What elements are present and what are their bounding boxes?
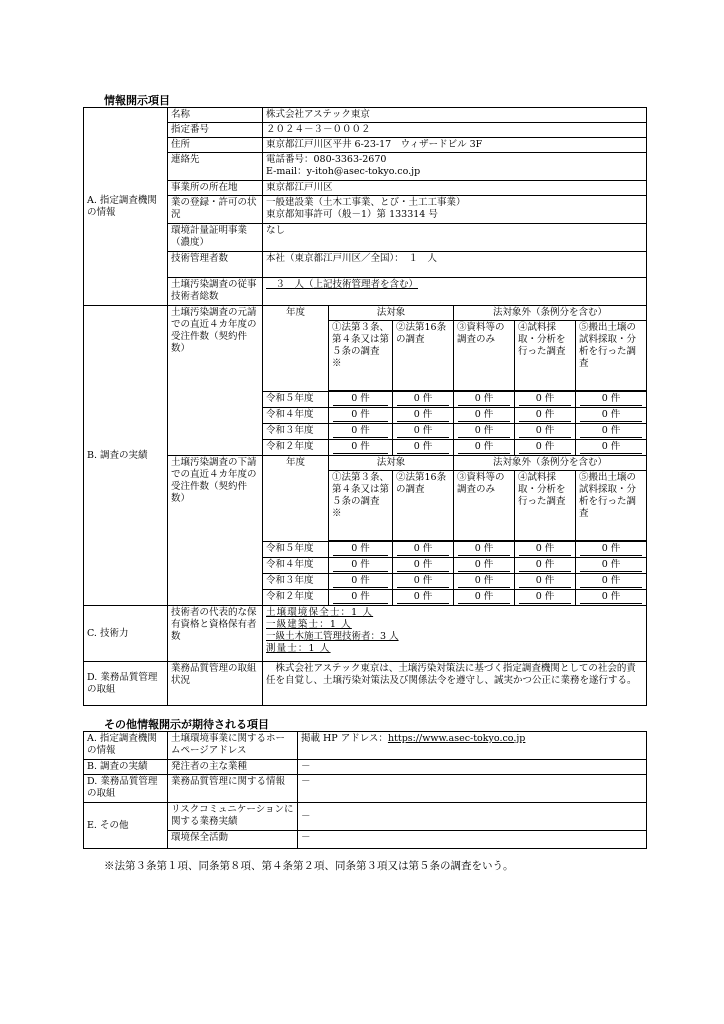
other-key: リスクコミュニケーションに関する業務実績 (168, 803, 298, 831)
hogai-header: 法対象外（条例分を含む） (454, 456, 647, 471)
count-cell: 0 件 (580, 409, 641, 422)
count-cell: 0 件 (397, 409, 449, 422)
other-key: 環境保全活動 (168, 831, 298, 849)
col-header: ①法第３条、第４条又は第５条の調査 ※ (329, 321, 393, 391)
count-cell: 0 件 (519, 409, 571, 422)
d-value: 株式会社アステック東京は、土壌汚染対策法に基づく指定調査機関としての社会的責任を自覚し、土壌汚染対策法及び関係法令を遵守し、誠実かつ公正に業務を遂行する。 (263, 662, 647, 706)
a-value: なし (263, 224, 647, 252)
a-key: 名称 (168, 108, 263, 123)
year-cell: 令和５年度 (263, 542, 329, 558)
count-cell: 0 件 (458, 559, 510, 572)
section-title-disclosure: 情報開示項目 (104, 94, 170, 107)
count-cell: 0 件 (458, 575, 510, 588)
count-cell: 0 件 (519, 425, 571, 438)
qualification-list (263, 606, 647, 662)
other-value: － (298, 775, 647, 803)
year-cell: 令和５年度 (263, 392, 329, 408)
other-table (83, 731, 647, 849)
count-cell: 0 件 (333, 425, 388, 438)
count-cell: 0 件 (397, 543, 449, 556)
homepage-link[interactable]: https://www.asec-tokyo.co.jp (387, 733, 526, 744)
other-value: － (298, 831, 647, 849)
a-value: 東京都江戸川区平井 6-23-17 ウィザードビル 3F (263, 138, 647, 153)
other-key: 発注者の主な業種 (168, 760, 298, 775)
count-cell: 0 件 (333, 591, 388, 604)
other-label: D. 業務品質管理の取組 (84, 775, 168, 803)
count-cell: 0 件 (333, 393, 388, 406)
col-header: ⑤搬出土壌の試料採取・分析を行った調査 (576, 471, 647, 541)
count-cell: 0 件 (519, 559, 571, 572)
count-cell: 0 件 (458, 591, 510, 604)
col-header: ④試料採取・分析を行った調査 (515, 471, 576, 541)
a-value: 本社（東京都江戸川区／全国）： １ 人 (263, 252, 647, 278)
phone-number: 電話番号：080-3363-2670 (266, 154, 387, 165)
other-value: － (298, 760, 647, 775)
hogai-header: 法対象外（条例分を含む） (454, 306, 647, 321)
a-value: 株式会社アステック東京 (263, 108, 647, 123)
a-value: ２０２４－３－０００２ (263, 123, 647, 138)
count-cell: 0 件 (519, 441, 571, 454)
other-value (298, 732, 647, 760)
count-cell: 0 件 (333, 543, 388, 556)
count-cell: 0 件 (458, 543, 510, 556)
a-value (263, 196, 647, 224)
section-b-label: B. 調査の実績 (84, 306, 168, 606)
count-cell: 0 件 (580, 543, 641, 556)
col-header: ③資料等の調査のみ (454, 321, 515, 391)
a-key: 連絡先 (168, 153, 263, 181)
count-cell: 0 件 (397, 393, 449, 406)
col-header: ②法第16条の調査 (393, 471, 454, 541)
a-key: 土壌汚染調査の従事技術者総数 (168, 278, 263, 306)
year-cell: 令和２年度 (263, 590, 329, 606)
count-cell: 0 件 (580, 591, 641, 604)
c-key: 技術者の代表的な保有資格と資格保有者数 (168, 606, 263, 662)
license-number: 東京都知事許可（般－1）第 133314 号 (266, 209, 438, 220)
qualification-item: 一級建築士：1 人 (266, 619, 352, 630)
col-header: ③資料等の調査のみ (454, 471, 515, 541)
count-cell: 0 件 (580, 559, 641, 572)
count-cell: 0 件 (397, 575, 449, 588)
count-cell: 0 件 (519, 591, 571, 604)
a-key: 指定番号 (168, 123, 263, 138)
count-cell: 0 件 (458, 425, 510, 438)
count-cell: 0 件 (519, 393, 571, 406)
section-a-label: A. 指定調査機関の情報 (84, 108, 168, 306)
section-title-other: その他情報開示が期待される項目 (104, 718, 269, 731)
other-key: 業務品質管理に関する情報 (168, 775, 298, 803)
footnote: ※法第３条第１項、同条第８項、第４条第２項、同条第３項又は第５条の調査をいう。 (104, 860, 514, 872)
count-cell: 0 件 (580, 425, 641, 438)
count-cell: 0 件 (519, 575, 571, 588)
section-d-label: D. 業務品質管理の取組 (84, 662, 168, 706)
count-cell: 0 件 (580, 441, 641, 454)
col-header: ①法第３条、第４条又は第５条の調査 ※ (329, 471, 393, 541)
a-key: 住所 (168, 138, 263, 153)
d-key: 業務品質管理の取組状況 (168, 662, 263, 706)
qualification-item: 土壌環境保全士：1 人 (266, 607, 374, 618)
email-address: E-mail：y-itoh@asec-tokyo.co.jp (266, 166, 421, 177)
qualification-item: 測量士：1 人 (266, 643, 331, 654)
count-cell: 0 件 (519, 543, 571, 556)
a-value: 東京都江戸川区 (263, 181, 647, 196)
other-key: 土壌環境事業に関するホームページアドレス (168, 732, 298, 760)
count-cell: 0 件 (458, 393, 510, 406)
count-cell: 0 件 (333, 559, 388, 572)
count-cell: 0 件 (397, 591, 449, 604)
col-header: ②法第16条の調査 (393, 321, 454, 391)
count-cell: 0 件 (458, 441, 510, 454)
qualification-item: 一級土木施工管理技術者：3 人 (266, 631, 399, 642)
count-cell: 0 件 (397, 425, 449, 438)
hoho-header: 法対象 (329, 456, 454, 471)
other-label: A. 指定調査機関の情報 (84, 732, 168, 760)
hp-label: 掲載 HP アドレス： (301, 733, 388, 744)
hoho-header: 法対象 (329, 306, 454, 321)
engineer-count: ３ 人（上記技術管理者を含む） (266, 279, 419, 290)
section-c-label: C. 技術力 (84, 606, 168, 662)
license-type: 一般建設業（土木工事業、とび・土工工事業） (266, 197, 466, 208)
col-header: ④試料採取・分析を行った調査 (515, 321, 576, 391)
year-header: 年度 (263, 306, 329, 392)
count-cell: 0 件 (580, 393, 641, 406)
a-value (263, 278, 647, 306)
other-label: E. その他 (84, 803, 168, 849)
a-key: 環境計量証明事業（濃度） (168, 224, 263, 252)
year-cell: 令和２年度 (263, 440, 329, 456)
year-cell: 令和４年度 (263, 408, 329, 424)
other-value: － (298, 803, 647, 831)
a-key: 業の登録・許可の状況 (168, 196, 263, 224)
b-desc: 土壌汚染調査の元請での直近４カ年度の受注件数（契約件数） (168, 306, 263, 456)
b-desc: 土壌汚染調査の下請での直近４カ年度の受注件数（契約件数） (168, 456, 263, 606)
count-cell: 0 件 (397, 441, 449, 454)
count-cell: 0 件 (333, 409, 388, 422)
disclosure-table (83, 107, 647, 706)
a-value (263, 153, 647, 181)
count-cell: 0 件 (333, 575, 388, 588)
count-cell: 0 件 (397, 559, 449, 572)
other-label: B. 調査の実績 (84, 760, 168, 775)
year-cell: 令和４年度 (263, 558, 329, 574)
col-header: ⑤搬出土壌の試料採取・分析を行った調査 (576, 321, 647, 391)
count-cell: 0 件 (458, 409, 510, 422)
count-cell: 0 件 (333, 441, 388, 454)
a-key: 事業所の所在地 (168, 181, 263, 196)
year-cell: 令和３年度 (263, 574, 329, 590)
count-cell: 0 件 (580, 575, 641, 588)
year-header: 年度 (263, 456, 329, 542)
year-cell: 令和３年度 (263, 424, 329, 440)
a-key: 技術管理者数 (168, 252, 263, 278)
